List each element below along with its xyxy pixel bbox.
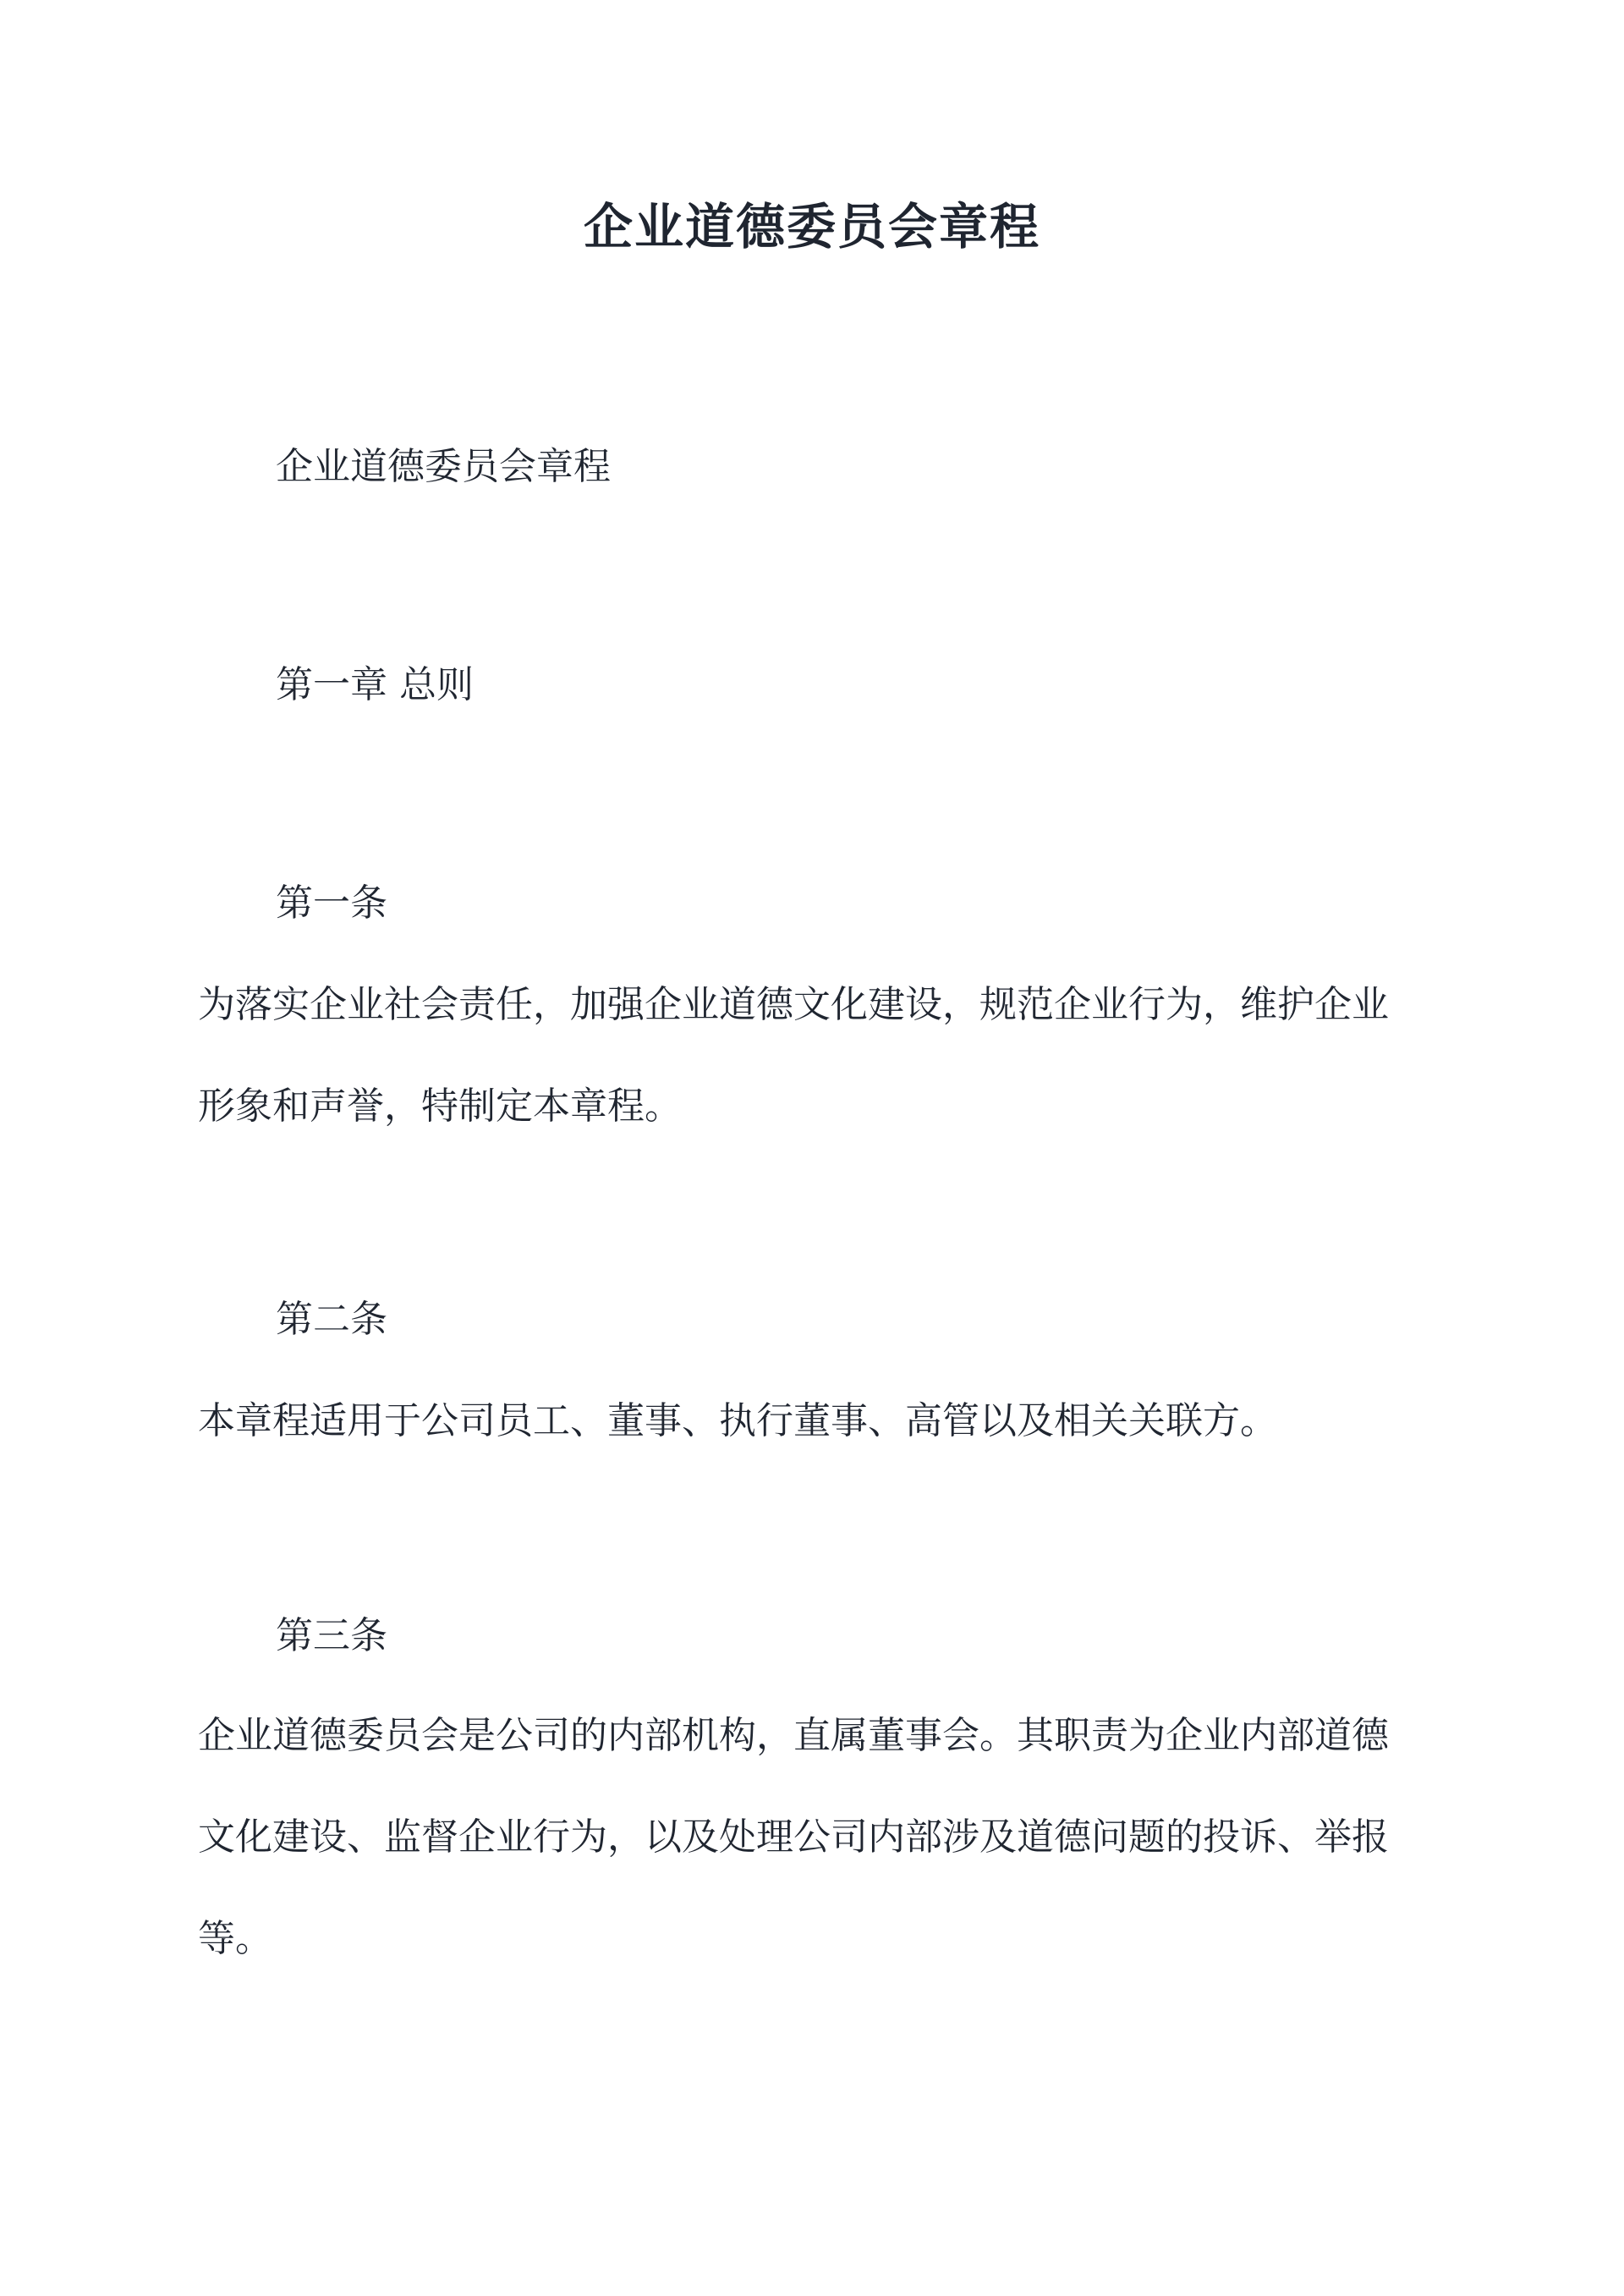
article-3-line-2: 文化建设、监督企业行为，以及处理公司内部涉及道德问题的投诉、举报 (198, 1815, 1389, 1859)
article-2-heading: 第二条 (276, 1298, 387, 1341)
article-3-line-3: 等。 (198, 1917, 272, 1960)
article-2-line-1: 本章程适用于公司员工、董事、执行董事、高管以及相关关联方。 (198, 1399, 1277, 1442)
article-1-line-1: 为落实企业社会责任，加强企业道德文化建设，规范企业行为，维护企业 (198, 983, 1389, 1026)
chapter-heading: 第一章 总则 (276, 663, 474, 706)
article-1-line-2: 形象和声誉，特制定本章程。 (198, 1085, 682, 1128)
document-subtitle: 企业道德委员会章程 (276, 445, 611, 488)
article-3-heading: 第三条 (276, 1614, 387, 1657)
document-title: 企业道德委员会章程 (583, 198, 1040, 255)
article-3-line-1: 企业道德委员会是公司的内部机构，直属董事会。其职责为企业内部道德 (198, 1714, 1389, 1757)
article-1-heading: 第一条 (276, 882, 387, 925)
